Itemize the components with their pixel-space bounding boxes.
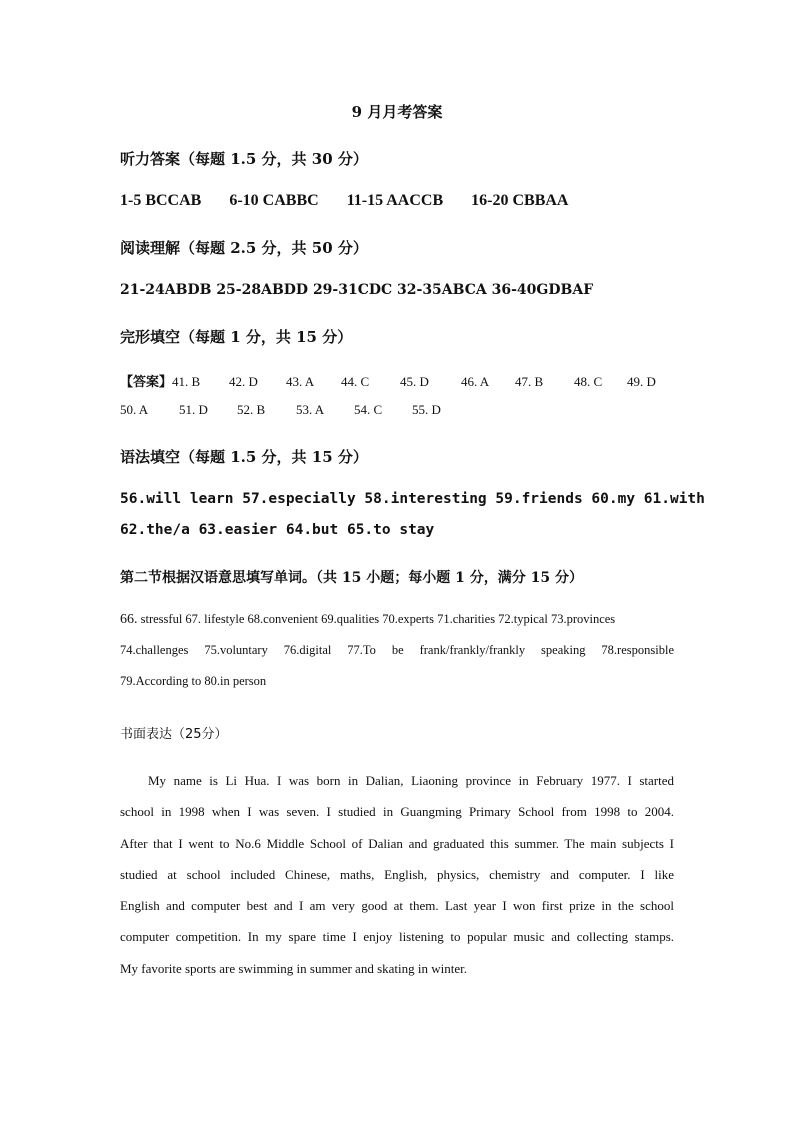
essay-line: studied at school included Chinese, maths, English, physics, chemistry and computer. I like bbox=[120, 867, 674, 882]
grammar-heading: 语法填空（每题 1.5 分，共 15 分） bbox=[120, 448, 368, 466]
essay-line: computer competition. In my spare time I enjoy listening to popular music and collecting stamps. bbox=[120, 929, 674, 944]
cloze-answer: 41. B bbox=[172, 374, 201, 389]
vocab-answers-line-2: 74.challenges 75.voluntary 76.digital 77.To be frank/frankly/frankly speaking 78.responsible bbox=[120, 643, 674, 657]
listening-heading: 听力答案（每题 1.5 分，共 30 分） bbox=[120, 150, 368, 168]
cloze-answers-row-2 bbox=[120, 402, 441, 418]
reading-answers: 21-24ABDB 25-28ABDD 29-31CDC 32-35ABCA 36-40GDBAF bbox=[120, 282, 594, 298]
cloze-answer: 54. C bbox=[354, 402, 383, 417]
vocab-heading: 第二节根据汉语意思填写单词。（共 15 小题；每小题 1 分，满分 15 分） bbox=[120, 570, 583, 586]
essay-line: My favorite sports are swimming in summer and skating in winter. bbox=[120, 961, 467, 976]
cloze-answer: 55. D bbox=[412, 402, 441, 417]
listening-answers bbox=[120, 192, 568, 210]
listening-answer-group: 11-15 AACCB bbox=[346, 192, 444, 209]
cloze-answer: 49. D bbox=[627, 374, 656, 389]
listening-answer-group: 16-20 CBBAA bbox=[471, 192, 569, 209]
reading-heading: 阅读理解（每题 2.5 分，共 50 分） bbox=[120, 239, 368, 257]
grammar-answers-line-2: 62.the/a 63.easier 64.but 65.to stay bbox=[120, 522, 435, 538]
cloze-answer: 44. C bbox=[341, 374, 370, 389]
essay-line: school in 1998 when I was seven. I studied in Guangming Primary School from 1998 to 2004. bbox=[120, 804, 674, 819]
cloze-answer: 47. B bbox=[515, 374, 544, 389]
cloze-answer: 53. A bbox=[296, 402, 325, 417]
vocab-answers-line-3: 79.According to 80.in person bbox=[120, 674, 267, 688]
grammar-answers-line-1: 56.will learn 57.especially 58.interesting 59.friends 60.my 61.with bbox=[120, 491, 705, 507]
cloze-answer: 46. A bbox=[461, 374, 490, 389]
cloze-heading: 完形填空（每题 1 分，共 15 分） bbox=[120, 328, 353, 346]
vocab-line-1-text: stressful 67. lifestyle 68.convenient 69.qualities 70.experts 71.charities 72.typical 73.provinces bbox=[137, 612, 616, 626]
listening-answer-group: 6-10 CABBC bbox=[229, 192, 319, 209]
cloze-answer: 42. D bbox=[229, 374, 258, 389]
cloze-answers-row-1 bbox=[120, 371, 656, 390]
cloze-answer: 43. A bbox=[286, 374, 315, 389]
essay-line: My name is Li Hua. I was born in Dalian, Liaoning province in February 1977. I started bbox=[148, 773, 674, 788]
cloze-answer: 48. C bbox=[574, 374, 603, 389]
essay-line: English and computer best and I am very good at them. Last year I won first prize in the school bbox=[120, 898, 674, 913]
essay-line: After that I went to No.6 Middle School of Dalian and graduated this summer. The main subjects I bbox=[120, 836, 674, 851]
vocab-first-number: 66. bbox=[120, 612, 138, 627]
vocab-answers-line-1 bbox=[120, 612, 674, 628]
answer-tag: 【答案】 bbox=[120, 375, 173, 390]
writing-heading: 书面表达（25分） bbox=[120, 727, 228, 742]
cloze-answer: 51. D bbox=[179, 402, 208, 417]
cloze-answer: 52. B bbox=[237, 402, 266, 417]
cloze-answer: 45. D bbox=[400, 374, 429, 389]
listening-answer-group: 1-5 BCCAB bbox=[120, 192, 202, 209]
cloze-answer: 50. A bbox=[120, 402, 149, 417]
page-title: 9 月月考答案 bbox=[351, 103, 443, 121]
